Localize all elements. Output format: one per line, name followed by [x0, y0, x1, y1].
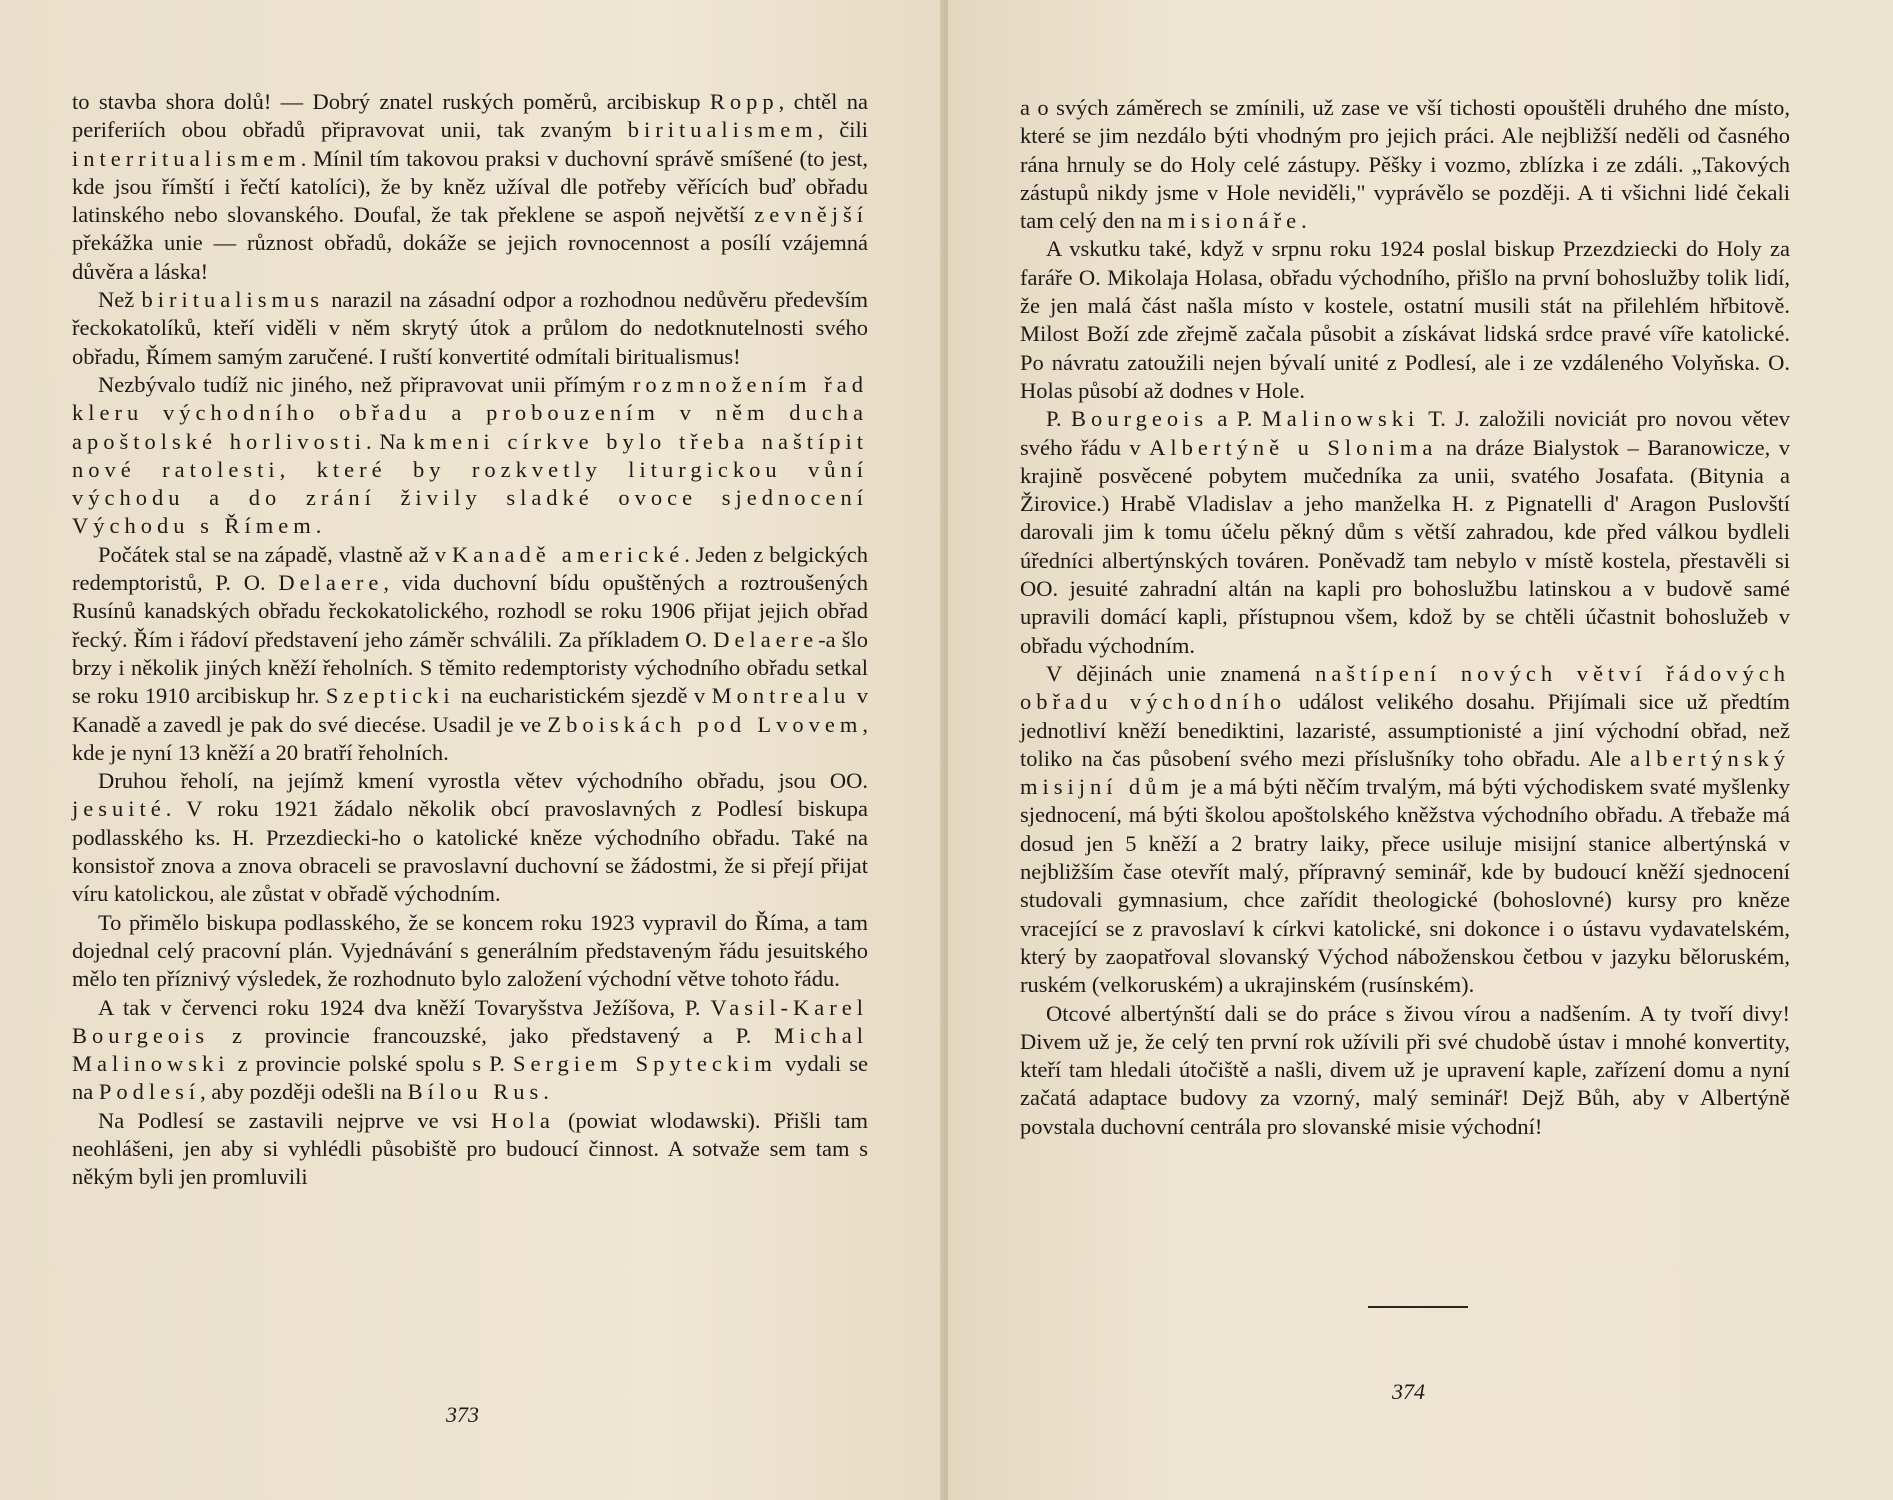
text-run: . Mínil tím takovou praksi v duchovní správě smíšené (to jest, kde jsou římští i řečtí katolíci), že by kněz užíval dle potřeby věřících buď obřadu latinského nebo slovanského. Doufal, že tak překlene se aspoň největší	[72, 145, 868, 228]
text-run: z provincie polské spolu s P.	[229, 1051, 513, 1077]
text-run: T. J. založili noviciát pro novou větev svého řádu v	[1020, 406, 1790, 460]
text-run: .	[1301, 208, 1307, 234]
paragraph	[1020, 235, 1790, 405]
paragraph	[72, 767, 868, 908]
text-run: , kde je nyní 13 kněží a 20 bratří řeholních.	[72, 711, 869, 765]
spaced-emphasis-text: biritualismus	[141, 287, 324, 313]
paragraph	[72, 541, 868, 767]
paragraph	[72, 1107, 868, 1192]
text-run: Druhou řeholí, na jejímž kmení vyrostla větev východního obřadu, jsou OO.	[98, 768, 868, 794]
text-run: P.	[1046, 406, 1071, 432]
spaced-emphasis-text: jesuité	[72, 796, 166, 822]
left-page-number: 373	[446, 1402, 479, 1427]
spaced-emphasis-text: Montrealu	[711, 683, 851, 709]
right-page	[948, 0, 1893, 1500]
left-page-text	[72, 88, 868, 1192]
spaced-emphasis-text: Hola	[491, 1107, 555, 1133]
spaced-emphasis-text: Szepticki	[325, 683, 455, 709]
paragraph	[72, 286, 868, 371]
spaced-emphasis-text: zevnější	[754, 202, 868, 228]
text-run: v Kanadě a zavedl je pak do své diecése. Usadil je ve	[72, 683, 869, 737]
spaced-emphasis-text: Bílou Rus	[407, 1079, 544, 1105]
spaced-emphasis-text: albertýnský misijní dům	[1020, 745, 1790, 800]
spaced-emphasis-text: interritualismem	[72, 145, 301, 171]
text-run: , čili	[817, 117, 868, 143]
text-run: událost velikého dosahu. Přijímali sice už předtím jednotliví kněží benediktini, lazaristé, assumptionisté a jiní východní obřad, než toliko na čas působení svého mezi příslušníky toho obřadu. Ale	[1020, 689, 1790, 771]
text-run: , chtěl na periferiích obou obřadů připravovat unii, tak zvaným	[72, 89, 868, 143]
text-run: a o svých záměrech se zmínili, už zase ve vší tichosti opouštěli druhého dne místo, které se jim nezdálo býti vhodným pro jejich práci. Ale nejbližší neděli od časného rána hrnuly se do Holy celé zástupy. Pěšky i vozmo, zblízka i ze zdáli. „Takových zástupů nikdy jsme v Hole neviděli," vyprávělo se později. A ti všichni lidé čekali tam celý den na	[1020, 95, 1790, 234]
spaced-emphasis-text: rozmnožením řad kleru východního obřadu a probouzením v něm ducha apoštolské horlivosti	[72, 371, 869, 454]
paragraph	[1020, 660, 1790, 1000]
spaced-emphasis-text: Bourgeois	[1071, 406, 1209, 432]
right-page-text	[1020, 94, 1790, 1141]
spaced-emphasis-text: Michal Malinowski	[72, 1022, 868, 1077]
spaced-emphasis-text: Delaere	[713, 626, 819, 652]
text-run: Počátek stal se na západě, vlastně až v	[98, 541, 453, 567]
paragraph	[72, 371, 868, 541]
text-run: -a šlo brzy i několik jiných kněží řeholních. S těmito redemptoristy východního obřadu setkal se roku 1910 arcibiskup hr.	[72, 626, 868, 709]
text-run: . Na	[366, 428, 414, 454]
spaced-emphasis-text: misionáře	[1167, 208, 1302, 234]
spaced-emphasis-text: Zboiskách pod Lvovem	[547, 711, 863, 737]
spaced-emphasis-text: Malinowski	[1261, 406, 1420, 432]
text-run: To přimělo biskupa podlasského, že se koncem roku 1923 vypravil do Říma, a tam dojednal celý pracovní plán. Vyjednávání s generálním představeným řádu jesuitského mělo ten příznivý výsledek, že rozhodnuto bylo založení východní větve tohoto řádu.	[72, 909, 868, 992]
left-page	[0, 0, 944, 1500]
end-rule	[1368, 1306, 1468, 1308]
paragraph	[72, 88, 868, 286]
spaced-emphasis-text: Ropp	[709, 89, 779, 114]
text-run: je a má býti něčím trvalým, má býti východiskem svaté myšlenky sjednocení, má býti školou apoštolského kněžstva východního obřadu. A třebaže má dosud jen 5 kněží a 2 bratry laiky, přece usiluje misijní stanice albertýnská v nejbližším čase otevřít malý, přípravný seminář, kde by budoucí kněží sjednocení studovali gymnasium, chce zařídit theologické (bohoslovné) kursy pro kněze vracející se z pravoslaví k církvi katolické, sni dokonce i o ústavu vydavatelském, který by zaopatřoval slovanský Východ náboženskou četbou v jazyku běloruském, ruském (velkoruském) a ukrajinském (rusínském).	[1020, 774, 1791, 998]
text-run: Otcové albertýnští dali se do práce s živou vírou a nadšením. A ty tvoří divy! Divem už je, že celý ten první rok užívili při své chudobě ústav i mnohé konvertity, kteří tam hledali útočiště a našli, divem už je upravení kaple, zařízení domu a nyní začatá adaptace budovy za vzorný, malý seminář! Dejž Bůh, aby v Albertýně povstala duchovní centrála pro slovanské misie východní!	[1020, 1000, 1790, 1139]
spaced-emphasis-text: Podlesí	[98, 1079, 201, 1105]
text-run: vydali se na	[72, 1051, 869, 1105]
text-run: A tak v červenci roku 1924 dva kněží Tovaryšstva Ježíšova, P.	[98, 994, 711, 1020]
text-run: narazil na zásadní odpor a rozhodnou nedůvěru především řeckokatolíků, kteří viděli v něm skrytý útok a průlom do nedotknutelnosti svého obřadu, Římem samým zaručené. I ruští konvertité odmítali biritualismus!	[72, 287, 868, 369]
text-run: .	[543, 1079, 549, 1105]
spaced-emphasis-text: kmeni církve bylo třeba naštípit nové ratolesti, které by rozkvetly liturgickou vůní východu a do zrání živily sladké ovoce sjednocení Východu s Římem	[72, 428, 869, 539]
text-run: překážka unie — různost obřadů, dokáže se jejich rovnocennost a posílí vzájemná důvěra a láska!	[72, 230, 868, 284]
text-run: z provincie francouzské, jako představený a P.	[209, 1022, 775, 1048]
spaced-emphasis-text: Kanadě americké	[452, 541, 685, 567]
text-run: Na Podlesí se zastavili nejprve ve vsi	[98, 1107, 492, 1133]
spaced-emphasis-text: naštípení nových větví řádových obřadu východního	[1020, 660, 1790, 715]
spaced-emphasis-text: Vasil-Karel Bourgeois	[72, 994, 868, 1048]
text-run: , vida duchovní bídu opuštěných a roztroušených Rusínů kanadských obřadu řeckokatolického, rozhodl se roku 1906 přijat jejich obřad řecký. Řím i řádoví představení jeho záměr schválili. Za příkladem O.	[72, 570, 868, 652]
paragraph	[72, 994, 868, 1107]
text-run: (powiat wlodawski). Přišli tam neohlášeni, jen aby si vyhlédli působiště pro budoucí činnost. A sotvaže sem tam s někým byli jen promluvili	[72, 1107, 868, 1190]
paragraph	[1020, 1000, 1790, 1141]
text-run: .	[315, 513, 322, 539]
text-run: na dráze Bialystok – Baranowicze, v krajině posvěcené pobytem mučedníka za unii, svatého Josafata. (Bitynia a Žirovice.) Hrabě Vladislav a jeho manželka H. z Pignatelli d' Aragon Puslovští darovali jim k tomu účelu pěkný dům s větší zahradou, kde před válkou bydleli úředníci albertýnských továren. Poněvadž tam nebylo v místě kostela, přestavěli si OO. jesuité zahradní altán na kapli pro bohoslužbu latinskou a v budově samé upravili domácí kapli, přístupnou všem, kdož by se chtěli účastnit bohoslužeb v obřadu východním.	[1020, 434, 1790, 658]
spaced-emphasis-text: Delaere	[278, 570, 384, 596]
text-run: V dějinách unie znamená	[1046, 660, 1316, 686]
text-run: a P.	[1208, 406, 1262, 432]
text-run: A vskutku také, když v srpnu roku 1924 poslal biskup Przezdziecki do Holy za faráře O. Mikolaja Holasa, obřadu východního, přišlo na první bohoslužby tolik lidí, že jen malá část našla místo v kostele, ostatní musili stát na přilehlém hřbitově. Milost Boží zde zřejmě začala působit a získávat lidská srdce pravé víře katolické. Po návratu zatoužili nejen bývalí unité z Podlesí, ale i ze vzdáleného Volyňska. O. Holas působí až dodnes v Hole.	[1020, 236, 1790, 403]
spaced-emphasis-text: Albertýně u Slonima	[1149, 434, 1438, 460]
text-run: Než	[98, 287, 142, 313]
text-run: to stavba shora dolů! — Dobrý znatel ruských poměrů, arcibiskup	[72, 89, 710, 114]
text-run: . V roku 1921 žádalo několik obcí pravoslavných z Podlesí biskupa podlasského ks. H. Przezdiecki-ho o katolické kněze východního obřadu. Také na konsistoř znova a znova obraceli se pravoslavní duchovní se žádostmi, že si přejí přijat víru katolickou, ale zůstat v obřadě východním.	[72, 796, 868, 907]
spaced-emphasis-text: biritualismem	[627, 117, 818, 143]
right-page-number: 374	[1392, 1379, 1425, 1404]
paragraph	[72, 909, 868, 994]
paragraph	[1020, 405, 1790, 660]
text-run: , aby později odešli na	[200, 1079, 408, 1105]
spaced-emphasis-text: Sergiem Spyteckim	[512, 1051, 777, 1077]
paragraph	[1020, 94, 1790, 235]
text-run: Nezbývalo tudíž nic jiného, než připravovat unii přímým	[98, 371, 633, 397]
text-run: . Jeden z belgických redemptoristů, P. O.	[72, 541, 868, 596]
text-run: na eucharistickém sjezdě v	[454, 683, 712, 709]
